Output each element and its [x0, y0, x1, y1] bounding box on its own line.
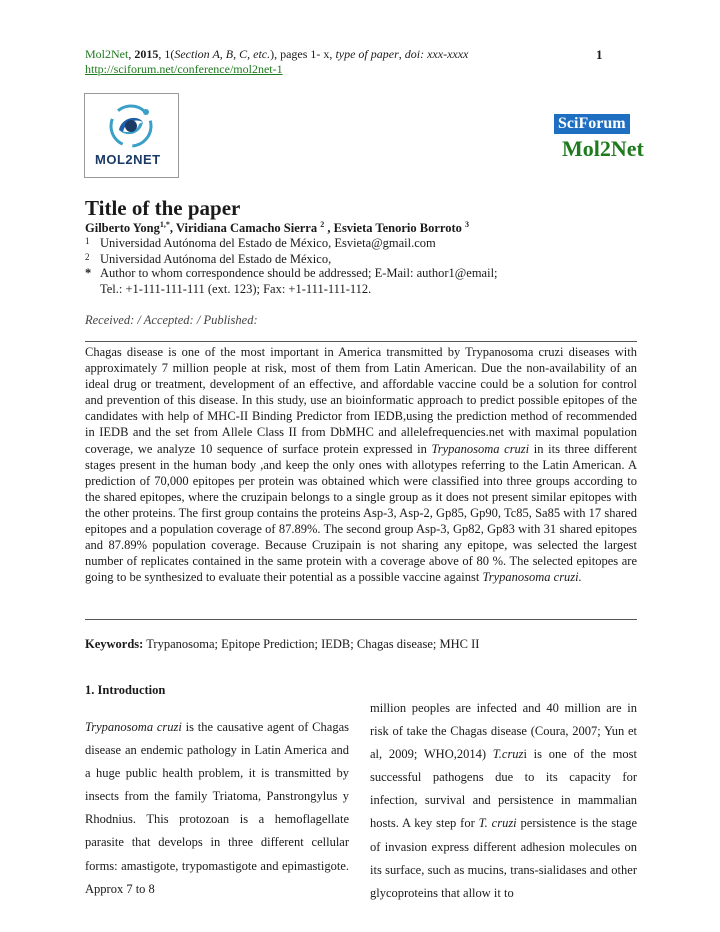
- doi: doi: xxx-xxxx: [404, 47, 469, 61]
- author-1-sup: 1,*: [159, 220, 170, 229]
- abstract-bottom-rule: [85, 619, 637, 620]
- affiliation-2: [85, 252, 331, 267]
- paper-type: type of paper: [335, 47, 399, 61]
- affiliation-text: Universidad Autónoma del Estado de México, Esvieta@gmail.com: [100, 236, 436, 250]
- abstract-species-2: Trypanosoma cruzi.: [482, 570, 582, 585]
- journal-name: Mol2Net: [85, 47, 129, 61]
- species-abbrev-b: T. cruzi: [478, 816, 517, 831]
- journal-volume: 1: [164, 47, 171, 61]
- sciforum-badge[interactable]: SciForum: [554, 114, 630, 134]
- abstract-text-2: in its three different stages present in the human body ,and keep the only ones with allotypes referring to the Latin American. A prediction of 70,000 epitopes per protein was obtained which were classified into three groups according to the shared epitopes, where the cruzipain belongs to a single group as it does not present similar epitopes with the other proteins. The first group contains the proteins Asp-3, Asp-2, Gp85, Gp90, Tc85, Sa85 with 17 shared epitopes and a population coverage of 87.89%. The second group Asp-3, Gp82, Gp83 with 31 shared epitopes and 87.89% population coverage. Because Cruzipain is not sharing any epitope, was selected the largest number of replicates contained in the same protein with a coverage above of 80 %. The selected epitopes are going to be synthesized to evaluate their potential as a possible vaccine against: [85, 441, 637, 585]
- abstract-top-rule: [85, 341, 637, 342]
- author-2: , Viridiana Camacho Sierra: [169, 221, 321, 236]
- intro-text-b: i is one of the most successful pathogens due to its capacity for infection, survival and persistence in mammalian hosts. A key step for: [370, 747, 637, 831]
- journal-year: 2015: [134, 47, 159, 61]
- journal-pages: pages 1- x,: [280, 47, 333, 61]
- conference-url-link[interactable]: http://sciforum.net/conference/mol2net-1: [85, 62, 283, 76]
- species-abbrev-a: T.cruz: [492, 747, 524, 762]
- page-number: 1: [596, 47, 603, 62]
- keywords: [85, 637, 479, 652]
- affiliation-1: [85, 236, 436, 251]
- intro-text-c: persistence is the stage of invasion express different adhesion molecules on its surface, such as mucins, trans-sialidases and other glycoproteins that allow it to: [370, 816, 637, 900]
- logo-swirl-icon: [105, 100, 157, 150]
- mol2net-brand: Mol2Net: [562, 136, 644, 161]
- intro-column-right: [370, 697, 637, 905]
- author-list: [85, 220, 469, 236]
- correspondence-note: [85, 266, 498, 281]
- affiliation-text: Author to whom correspondence should be addressed; E-Mail: author1@email;: [100, 266, 498, 280]
- affiliation-mark: 1: [85, 236, 90, 246]
- intro-text: is the causative agent of Chagas disease an endemic pathology in Latin America and a huge public health problem, it is transmitted by insects from the family Triatoma, Panstrongylus y Rhodnius. This protozoan is a hemoflagellate parasite that develops in three different cellular forms: amastigote, trypomastigote and epimastigote. Approx 7 to 8: [85, 720, 349, 896]
- section-heading: 1. Introduction: [85, 683, 166, 697]
- affiliation-text: Tel.: +1-111-111-111 (ext. 123); Fax: +1-111-111-112.: [100, 282, 372, 296]
- author-1: Gilberto Yong: [85, 221, 160, 236]
- abstract: [85, 344, 637, 585]
- keywords-text: Trypanosoma; Epitope Prediction; IEDB; Chagas disease; MHC II: [143, 637, 480, 651]
- keywords-label: Keywords:: [85, 637, 144, 651]
- species-name: Trypanosoma cruzi: [85, 720, 182, 734]
- abstract-text-1: Chagas disease is one of the most important in America transmitted by Trypanosoma cruzi diseases with approximately 7 million people at risk, most of them from Latin American. Due the non-availability of an ideal drug or treatment, development of an effective, and affordable vaccine could be a solution for control and prevention of this disease. In this study, use an bioinformatic approach to predict possible epitopes of the candidates with help of MHC-II Binding Predictor from IEDB,using the prediction method of recommended in IEDB and the set from Allele Class II from DbMHC and allelefrequencies.net with maximal population coverage, we analyze 10 sequence of surface protein expressed in: [85, 345, 637, 456]
- affiliation-mark: *: [85, 266, 92, 280]
- intro-text-a: million peoples are infected and 40 million are in risk of take the Chagas disease (Coura, 2007; Yun et al, 2009; WHO,2014): [370, 701, 637, 762]
- affiliation-text: Universidad Autónoma del Estado de México,: [100, 252, 332, 266]
- mol2net-logo: [84, 93, 179, 178]
- intro-column-left: [85, 716, 349, 901]
- author-2-sup: 2: [320, 220, 325, 229]
- logo-text: MOL2NET: [95, 152, 161, 167]
- journal-section: Section A, B, C, etc.: [174, 47, 271, 61]
- publication-dates: Received: / Accepted: / Published:: [85, 313, 258, 327]
- paper-title: Title of the paper: [85, 196, 241, 220]
- abstract-species-1: Trypanosoma cruzi: [431, 441, 530, 456]
- author-3-sup: 3: [464, 220, 469, 229]
- running-header: Mol2Net, 2015, 1(Section A, B, C, etc.), pages 1- x, type of paper, doi: xxx-xxxx http://sciforum.net/conference/mol2net-1: [85, 47, 469, 76]
- affiliation-mark: 2: [85, 252, 90, 262]
- author-3: , Esvieta Tenorio Borroto: [324, 221, 465, 236]
- contact-info: [85, 282, 371, 297]
